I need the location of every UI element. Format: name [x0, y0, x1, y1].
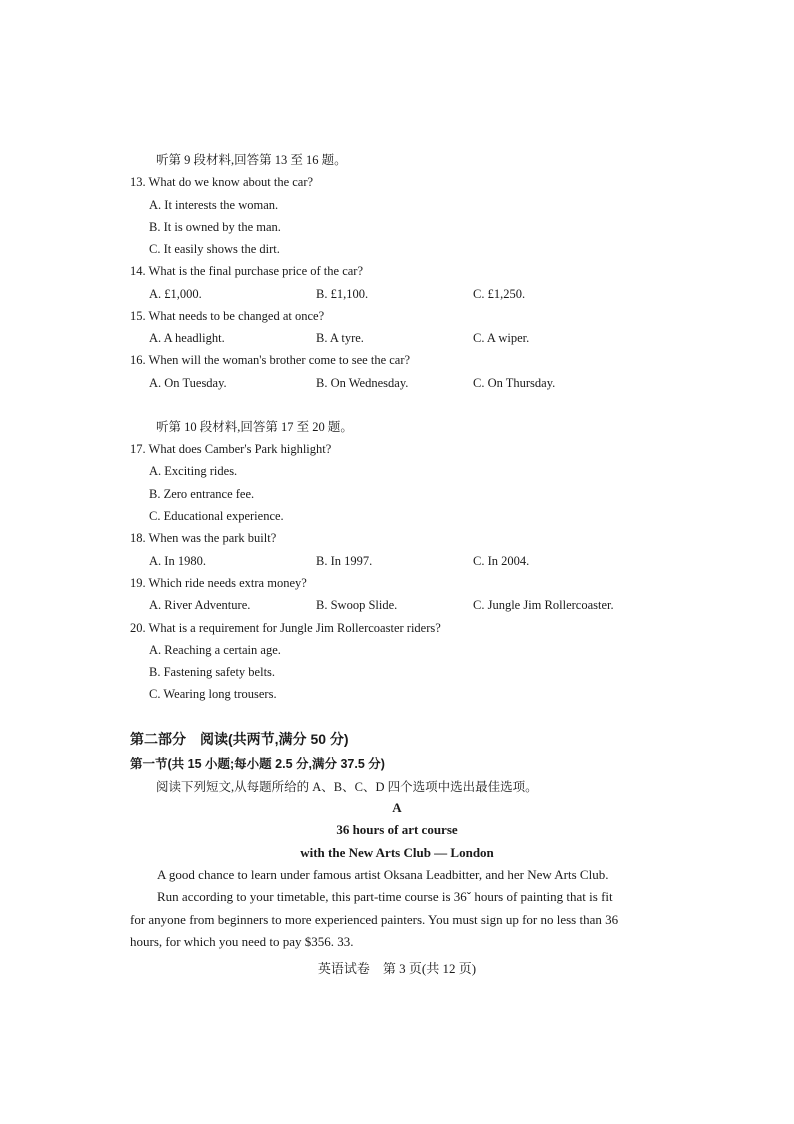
q18-option-c: C. In 2004.: [473, 554, 530, 568]
question-16: 16. When will the woman's brother come to see the car?: [130, 353, 411, 367]
q19-option-a: A. River Adventure.: [149, 598, 251, 612]
section-one-heading: 第一节(共 15 小题;每小题 2.5 分,满分 37.5 分): [130, 757, 385, 771]
question-20: 20. What is a requirement for Jungle Jim Rollercoaster riders?: [130, 621, 441, 635]
part-two-heading: 第二部分 阅读(共两节,满分 50 分): [130, 731, 349, 747]
question-13: 13. What do we know about the car?: [130, 175, 314, 189]
q17-option-c: C. Educational experience.: [149, 509, 284, 523]
q15-option-c: C. A wiper.: [473, 331, 530, 345]
q20-option-a: A. Reaching a certain age.: [149, 643, 281, 657]
q20-option-b: B. Fastening safety belts.: [149, 665, 276, 679]
q17-option-b: B. Zero entrance fee.: [149, 487, 255, 501]
question-17: 17. What does Camber's Park highlight?: [130, 442, 332, 456]
q15-option-b: B. A tyre.: [316, 331, 364, 345]
q17-option-a: A. Exciting rides.: [149, 464, 238, 478]
q13-option-c: C. It easily shows the dirt.: [149, 242, 280, 256]
passage-paragraph-1: A good chance to learn under famous artist Oksana Leadbitter, and her New Arts Club.: [157, 867, 609, 882]
section-9-intro: 听第 9 段材料,回答第 13 至 16 题。: [156, 153, 347, 167]
passage-letter: A: [392, 800, 402, 815]
q14-option-a: A. £1,000.: [149, 287, 202, 301]
q14-option-b: B. £1,100.: [316, 287, 369, 301]
q13-option-a: A. It interests the woman.: [149, 198, 279, 212]
question-15: 15. What needs to be changed at once?: [130, 309, 325, 323]
question-14: 14. What is the final purchase price of the car?: [130, 264, 364, 278]
section-10-intro: 听第 10 段材料,回答第 17 至 20 题。: [156, 420, 353, 434]
q14-option-c: C. £1,250.: [473, 287, 526, 301]
q20-option-c: C. Wearing long trousers.: [149, 687, 277, 701]
reading-instruction: 阅读下列短文,从每题所给的 A、B、C、D 四个选项中选出最佳选项。: [156, 780, 538, 794]
q18-option-a: A. In 1980.: [149, 554, 206, 568]
q13-option-b: B. It is owned by the man.: [149, 220, 281, 234]
q19-option-b: B. Swoop Slide.: [316, 598, 398, 612]
q15-option-a: A. A headlight.: [149, 331, 225, 345]
q19-option-c: C. Jungle Jim Rollercoaster.: [473, 598, 614, 612]
passage-title-line-1: 36 hours of art course: [336, 822, 458, 837]
passage-title-line-2: with the New Arts Club — London: [300, 845, 494, 860]
question-19: 19. Which ride needs extra money?: [130, 576, 307, 590]
q16-option-a: A. On Tuesday.: [149, 376, 227, 390]
passage-paragraph-2-line-3: hours, for which you need to pay $356. 33.: [130, 934, 354, 949]
q18-option-b: B. In 1997.: [316, 554, 373, 568]
page-footer: 英语试卷 第 3 页(共 12 页): [317, 961, 477, 976]
passage-paragraph-2-line-2: for anyone from beginners to more experienced painters. You must sign up for no less than 36: [130, 912, 619, 927]
question-18: 18. When was the park built?: [130, 531, 277, 545]
q16-option-b: B. On Wednesday.: [316, 376, 409, 390]
q16-option-c: C. On Thursday.: [473, 376, 556, 390]
passage-paragraph-2-line-1: Run according to your timetable, this part-time course is 36ˇ hours of painting that is fit: [157, 889, 613, 904]
